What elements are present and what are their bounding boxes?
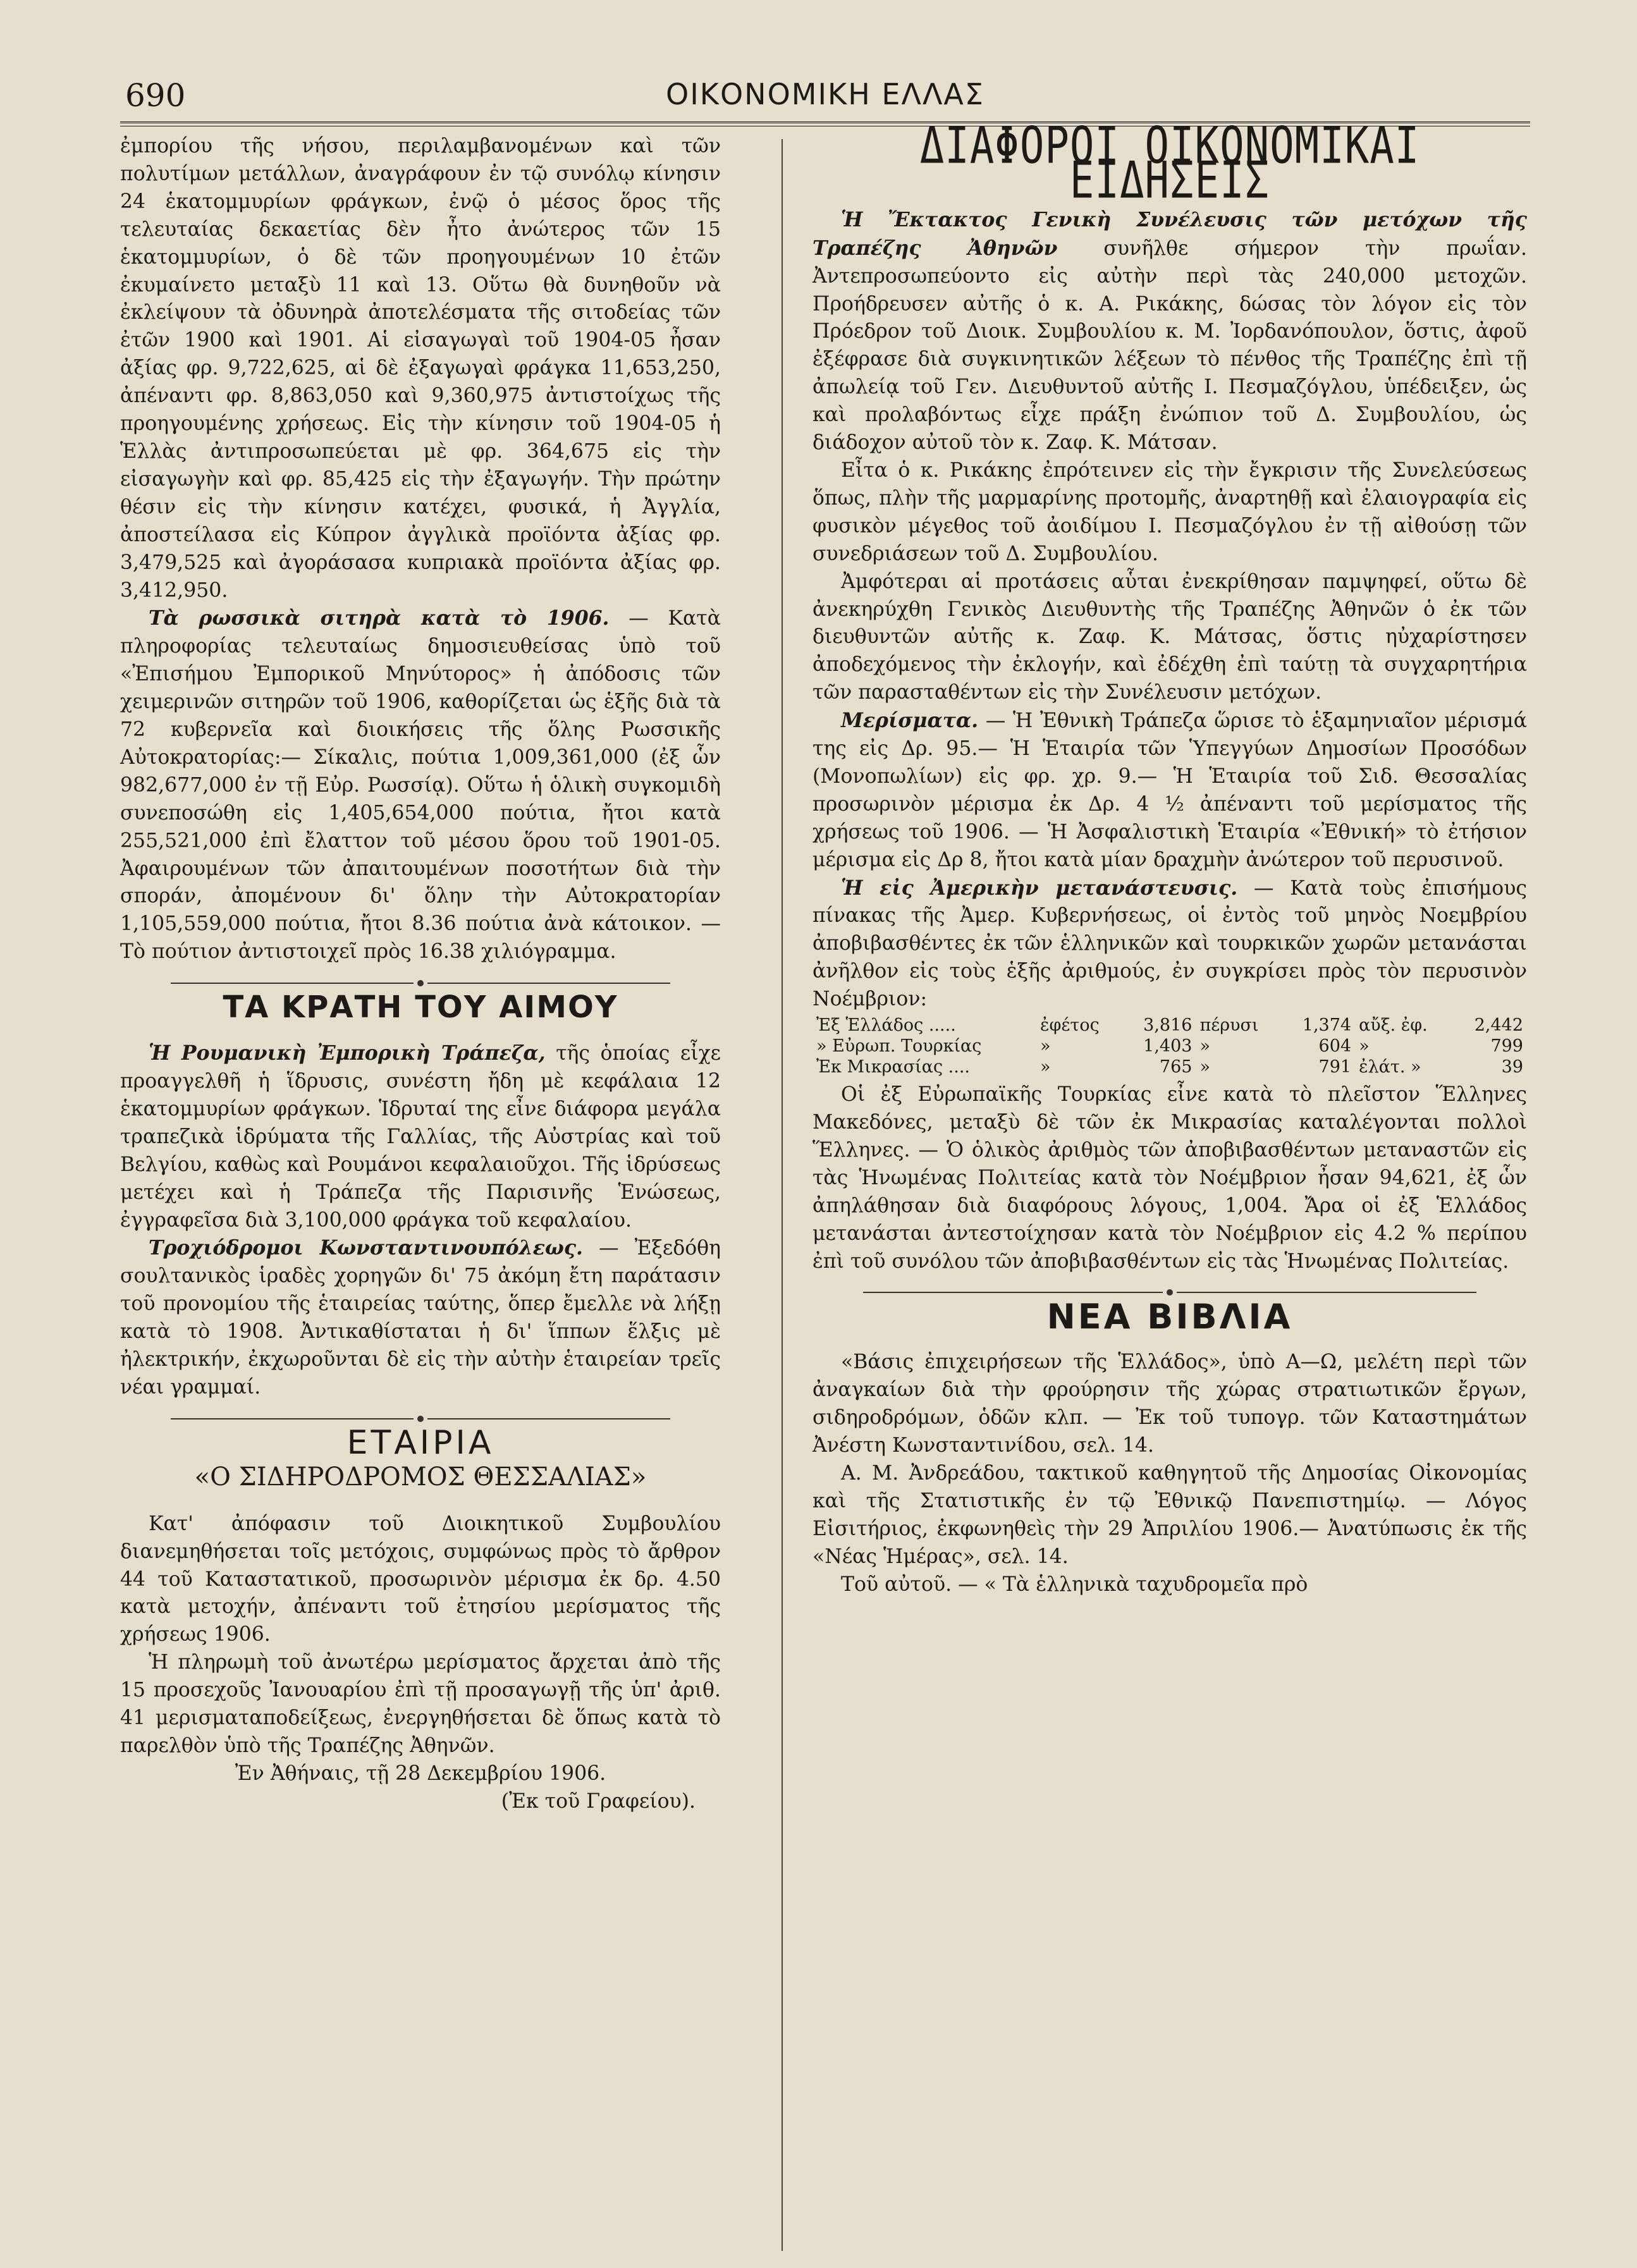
column-title: ΔΙΑΦΟΡΟΙ ΟΙΚΟΝΟΜΙΚΑΙ ΕΙΔΗΣΕΙΣ [919,117,1420,211]
paragraph-text: τῆς ὁποίας εἶχε προαγγελθῆ ἡ ἵδρυσις, συνέστη ἤδη μὲ κεφάλαια 12 ἑκατομμυρίων φράγκων. Ἱδρυταί της εἶνε διάφορα μεγάλα τραπεζικὰ ἱδρύματα τῆς Γαλλίας, τῆς Αὐστρίας καὶ τοῦ Βελγίου, καθὼς καὶ Ρουμάνοι κεφαλαιοῦχοι. Τῆς ἱδρύσεως μετέχει καὶ ἡ Τράπεζα τῆς Παρισινῆς Ἑνώσεως, ἐγγραφεῖσα διὰ 3,100,000 φράγκα τοῦ κεφαλαίου. [120,1042,721,1232]
paragraph [120,1234,721,1401]
section-title: ΕΤΑΙΡΙΑ [346,1423,494,1462]
paragraph-text: — Ἐξεδόθη σουλτανικὸς ἱραδὲς χορηγῶν δι' 75 ἀκόμη ἔτη παράτασιν τοῦ προνομίου τῆς ἑταιρείας ταύτης, ὅπερ ἔμελλε νὰ λήξῃ κατὰ τὸ 1908. Ἀντικαθίσταται ἡ δι' ἵππων ἕλξις μὲ ἠλεκτρικήν, ἐκχωροῦνται δὲ εἰς τὴν αὐτὴν ἑταιρείαν τρεῖς νέαι γραμμαί. [120,1237,721,1399]
table-cell: Ἐκ Μικρασίας .... [816,1057,970,1077]
paragraph-heading: Μερίσματα. [841,709,979,733]
paragraph: Τοῦ αὐτοῦ. — « Τὰ ἑλληνικὰ ταχυδρομεῖα πρὸ [841,1572,1308,1596]
table-cell: 799 [1490,1036,1523,1057]
section-title: ΝΕΑ ΒΙΒΛΙΑ [1046,1297,1293,1337]
table-cell: » [1199,1036,1210,1057]
paragraph-text: — Κατὰ τοὺς ἐπισήμους πίνακας τῆς Ἀμερ. Κυβερνήσεως, οἱ ἐντὸς τοῦ μηνὸς Νοεμβρίου ἀποβιβασθέντες ἐκ τῶν ἑλληνικῶν καὶ τουρκικῶν χωρῶν μετανάσται ἀνῆλθον εἰς τοὺς ἑξῆς ἀριθμούς, ἐν συγκρίσει πρὸς τὸν περυσινὸν Νοέμβριον: [812,876,1527,1011]
dateline: Ἐν Ἀθήναις, τῇ 28 Δεκεμβρίου 1906. [235,1762,606,1785]
section-divider [171,980,670,986]
page-number: 690 [125,77,186,114]
table-cell: » [1040,1057,1051,1077]
section-divider [171,1416,670,1422]
paragraph [812,206,1527,457]
paragraph-heading: Τὰ ρωσσικὰ σιτηρὰ κατὰ τὸ 1906. [149,606,610,630]
paragraph: Ἡ πληρωμὴ τοῦ ἀνωτέρω μερίσματος ἄρχεται ἀπὸ τῆς 15 προσεχοῦς Ἰανουαρίου ἐπὶ τῇ προσαγωγῇ τῆς ὑπ' ἀριθ. 41 μερισματαποδείξεως, ἐνεργηθήσεται δὲ ὅπως κατὰ τὸ παρελθὸν ὑπὸ τῆς Τραπέζης Ἀθηνῶν. [120,1651,721,1757]
signature: (Ἐκ τοῦ Γραφείου). [501,1789,696,1813]
right-column [812,117,1528,1599]
paragraph-text: συνῆλθε σήμερον τὴν πρωΐαν. Ἀντεπροσωπεύοντο εἰς αὐτὴν περὶ τὰς 240,000 μετοχῶν. Προήδρευσεν αὐτῆς ὁ κ. Α. Ρικάκης, δώσας τὸν λόγον εἰς τὸν Πρόεδρον τοῦ Διοικ. Συμβουλίου κ. Μ. Ἰορδανόπουλον, ὅστις, ἀφοῦ ἐξέφρασε διὰ συγκινητικῶν λέξεων τὸ πένθος τῆς Τραπέζης ἐπὶ τῇ ἀπωλείᾳ τοῦ Γεν. Διευθυντοῦ αὐτῆς Ι. Πεσμαζόγλου, ὑπέδειξεν, ὡς καὶ προλαβόντως εἶχε πράξη ἐνώπιον τοῦ Δ. Συμβουλίου, ὡς διάδοχον αὐτοῦ τὸν κ. Ζαφ. Κ. Μάτσαν. [812,236,1528,455]
paragraph-text: — Κατὰ πληροφορίας τελευταίως δημοσιευθείσας ὑπὸ τοῦ «Ἐπισήμου Ἐμπορικοῦ Μηνύτορος» ἡ ἀπόδοσις τῶν χειμερινῶν σιτηρῶν τοῦ 1906, καθορίζεται ὡς ἑξῆς διὰ τὰ 72 κυβερνεῖα καὶ διοικήσεις τῆς ὅλης Ρωσσικῆς Αὐτοκρατορίας:— Σίκαλις, πούτια 1,009,361,000 (ἐξ ὧν 982,677,000 ἐν τῇ Εὐρ. Ρωσσίᾳ). Οὕτω ἡ ὁλικὴ συγκομιδὴ συνεποσώθη εἰς 1,405,654,000 πούτια, ἤτοι κατὰ 255,521,000 ἐπὶ ἔλαττον τοῦ μέσου ὅρου τοῦ 1901-05. Ἀφαιρουμένων τῶν ἀπαιτουμένων ποσοτήτων διὰ τὴν σποράν, ἀπομένουν δι' ὅλην τὴν Αὐτοκρατορίαν 1,105,559,000 πούτια, ἤτοι 8.36 πούτια ἀνὰ κάτοικον. — Τὸ πούτιον ἀντιστοιχεῖ πρὸς 16.38 χιλιόγραμμα. [120,607,721,964]
table-cell: ἐφέτος [1040,1015,1100,1036]
paragraph-heading: Ἡ Ἔκτακτος Γενικὴ Συνέλευσις τῶν μετόχων τῆς Τραπέζης Ἀθηνῶν [812,207,1527,260]
table-row [812,1015,1527,1036]
table-cell: 604 [1318,1036,1352,1057]
table-cell: αὔξ. ἐφ. [1359,1015,1428,1036]
table-cell: 1,374 [1302,1015,1352,1036]
paragraph-heading: Ἡ εἰς Ἀμερικὴν μετανάστευσις. [841,876,1238,900]
table-cell: 1,403 [1143,1036,1192,1057]
paragraph: Οἱ ἐξ Εὐρωπαϊκῆς Τουρκίας εἶνε κατὰ τὸ πλεῖστον Ἕλληνες Μακεδόνες, μεταξὺ δὲ τῶν ἐκ Μικρασίας καταλέγονται πολλοὶ Ἕλληνες. — Ὁ ὁλικὸς ἀριθμὸς τῶν ἀποβιβασθέντων μεταναστῶν εἰς τὰς Ἡνωμένας Πολιτείας κατὰ τὸν Νοέμβριον ἦσαν 94,621, ἐξ ὧν ἀπηλάθησαν διὰ διαφόρους λόγους, 1,004. Ἄρα οἱ ἐξ Ἑλλάδος μετανάσται ἀντεστοίχησαν κατὰ τὸν Νοέμβριον εἰς 4.2 % περίπου ἐπὶ τοῦ συνόλου τῶν ἀποβιβασθέντων εἰς τὰς Ἡνωμένας Πολιτείας. [812,1083,1527,1273]
paragraph: Κατ' ἀπόφασιν τοῦ Διοικητικοῦ Συμβουλίου διανεμηθήσεται τοῖς μετόχοις, συμφώνως πρὸς τὸ ἄρθρον 44 τοῦ Καταστατικοῦ, προσωρινὸν μέρισμα ἐκ δρ. 4.50 κατὰ μετοχήν, ἀπέναντι τοῦ ἐτησίου μερίσματος τῆς χρήσεως 1906. [120,1512,721,1646]
paragraph: «Βάσις ἐπιχειρήσεων τῆς Ἑλλάδος», ὑπὸ Α—Ω, μελέτη περὶ τῶν ἀναγκαίων διὰ τὴν φρούρησιν τῆς χώρας στρατιωτικῶν ἔργων, σιδηροδρόμων, ὁδῶν κλπ. — Ἐκ τοῦ τυπογρ. τῶν Καταστημάτων Ἀνέστη Κωνσταντινίδου, σελ. 14. [812,1351,1527,1457]
table-cell: 791 [1318,1057,1352,1077]
table-cell: » [1359,1036,1370,1057]
paragraph [120,604,721,966]
table-cell: » [1199,1057,1210,1077]
table-cell: 39 [1501,1057,1523,1077]
table-cell: 3,816 [1143,1015,1192,1036]
paragraph-heading: Τροχιόδρομοι Κωνσταντινουπόλεως. [149,1236,584,1260]
running-title: ΟΙΚΟΝΟΜΙΚΗ ΕΛΛΑΣ [666,77,984,111]
paragraph: Ἀμφότεραι αἱ προτάσεις αὗται ἐνεκρίθησαν παμψηφεί, οὕτω δὲ ἀνεκηρύχθη Γενικὸς Διευθυντὴς τῆς Τραπέζης Ἀθηνῶν ὁ ἐκ τῶν διευθυντῶν αὐτῆς κ. Ζαφ. Κ. Μάτσας, ὅστις ηὐχαρίστησεν ἀποδεχόμενος τὴν ἐκλογήν, καὶ ἐδέχθη ἐπὶ ταύτῃ τὰ συγχαρητήρια τῶν παρασταθέντων εἰς τὴν Συνέλευσιν μετόχων. [812,570,1527,704]
migration-table [812,1015,1527,1077]
left-column [120,133,721,1816]
section-divider [863,1289,1476,1296]
paragraph: Α. Μ. Ἀνδρεάδου, τακτικοῦ καθηγητοῦ τῆς Δημοσίας Οἰκονομίας καὶ τῆς Στατιστικῆς ἐν τῷ Ἐθνικῷ Πανεπιστημίῳ. — Λόγος Εἰσιτήριος, ἐκφωνηθεὶς τὴν 29 Ἀπριλίου 1906.— Ἀνατύπωσις ἐκ τῆς «Νέας Ἡμέρας», σελ. 14. [812,1461,1527,1568]
table-row [812,1057,1527,1077]
paragraph-text: — Ἡ Ἐθνικὴ Τράπεζα ὥρισε τὸ ἑξαμηνιαῖον μέρισμά της εἰς Δρ. 95.— Ἡ Ἑταιρία τῶν Ὑπεγγύων Δημοσίων Προσόδων (Μονοπωλίων) εἰς φρ. χρ. 9.— Ἡ Ἑταιρία τοῦ Σιδ. Θεσσαλίας προσωρινὸν μέρισμα ἐκ Δρ. 4 ½ ἀπέναντι τοῦ μερίσματος τῆς χρήσεως τοῦ 1906. — Ἡ Ἀσφαλιστικὴ Ἑταιρία «Ἐθνική» τὸ ἐτήσιον μέρισμα εἰς Δρ 8, ἤτοι κατὰ μίαν δραχμὴν ἀνώτερον τοῦ περυσινοῦ. [812,709,1528,871]
table-cell: » Εὐρωπ. Τουρκίας [816,1036,982,1057]
table-cell: Ἐξ Ἑλλάδος ..... [816,1015,956,1036]
paragraph [120,1039,721,1234]
column-rule [782,139,783,2251]
paragraph [812,874,1527,1014]
section-title: ΤΑ ΚΡΑΤΗ ΤΟΥ ΑΙΜΟΥ [223,990,618,1026]
table-cell: » [1040,1036,1051,1057]
paragraph [812,707,1527,874]
section-subtitle: «Ο ΣΙΔΗΡΟΔΡΟΜΟΣ ΘΕΣΣΑΛΙΑΣ» [194,1462,647,1492]
paragraph: ἐμπορίου τῆς νήσου, περιλαμβανομένων καὶ τῶν πολυτίμων μετάλλων, ἀναγράφουν ἐν τῷ συνόλῳ κίνησιν 24 ἑκατομμυρίων φράγκων, ἐνῷ ὁ μέσος ὅρος τῆς τελευταίας δεκαετίας δὲν ἦτο ἀνώτερος τῶν 15 ἑκατομμυρίων, ὁ δὲ τῶν προηγουμένων 10 ἐτῶν ἐκυμαίνετο μεταξὺ 11 καὶ 13. Οὕτω θὰ δυνηθοῦν νὰ ἐκλείψουν τὰ ὀδυνηρὰ ἀποτελέσματα τῆς σιτοδείας τῶν ἐτῶν 1900 καὶ 1901. Αἱ εἰσαγωγαὶ τοῦ 1904-05 ἦσαν ἀξίας φρ. 9,722,625, αἱ δὲ ἐξαγωγαὶ φράγκα 11,653,250, ἀπέναντι φρ. 8,863,050 καὶ 9,360,975 ἀντιστοίχως τῆς προηγουμένης χρήσεως. Εἰς τὴν κίνησιν τοῦ 1904-05 ἡ Ἑλλὰς ἀντιπροσωπεύεται μὲ φρ. 364,675 εἰς τὴν εἰσαγωγὴν καὶ φρ. 85,425 εἰς τὴν ἐξαγωγήν. Τὴν πρώτην θέσιν εἰς τὴν κίνησιν κατέχει, φυσικά, ἡ Ἀγγλία, ἀποστείλασα εἰς Κύπρον ἀγγλικὰ προϊόντα ἀξίας φρ. 3,479,525 καὶ ἀγοράσασα κυπριακὰ προϊόντα ἀξίας φρ. 3,412,950. [120,135,721,602]
table-cell: πέρυσι [1199,1015,1259,1036]
paragraph-heading: Ἡ Ρουμανικὴ Ἐμπορικὴ Τράπεζα, [149,1041,546,1065]
paragraph: Εἶτα ὁ κ. Ρικάκης ἐπρότεινεν εἰς τὴν ἔγκρισιν τῆς Συνελεύσεως ὅπως, πλὴν τῆς μαρμαρίνης προτομῆς, ἀναρτηθῇ καὶ ἐλαιογραφία εἰς φυσικὸν μέγεθος τοῦ ἀοιδίμου Ι. Πεσμαζόγλου ἐν τῇ αἰθούσῃ τῶν συνεδριάσεων τοῦ Δ. Συμβουλίου. [812,458,1527,565]
table-cell: ἐλάτ. » [1359,1057,1421,1077]
table-row [812,1036,1527,1057]
table-cell: 765 [1159,1057,1192,1077]
table-cell: 2,442 [1474,1015,1523,1036]
